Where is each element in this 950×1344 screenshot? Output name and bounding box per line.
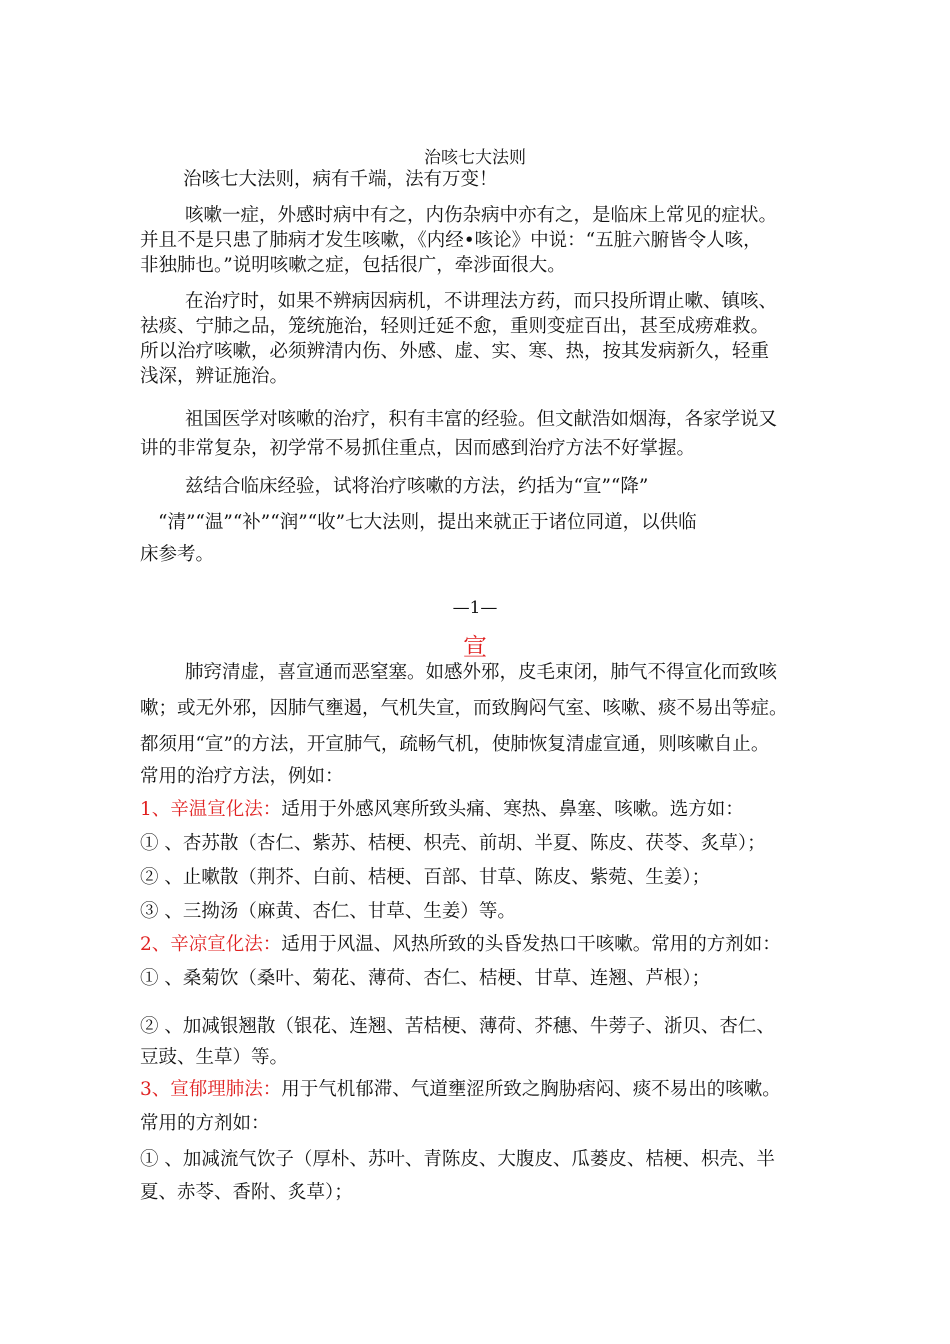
page-number: —1— <box>452 598 498 618</box>
summary-line: 床参考。 <box>140 544 215 565</box>
method-label: 2、辛凉宣化法： <box>140 934 282 955</box>
method-desc: 用于气机郁滞、气道壅涩所致之胸胁痞闷、痰不易出的咳嗽。 <box>281 1079 781 1100</box>
treatment-line: 祛痰、宁肺之品，笼统施治，轻则迁延不愈，重则变症百出，甚至成痨难救。 <box>140 316 770 337</box>
treatment-line: 所以治疗咳嗽，必须辨清内伤、外感、虚、实、寒、热，按其发病新久，轻重 <box>140 341 770 362</box>
treatment-line: 在治疗时，如果不辨病因病机，不讲理法方药，而只投所谓止嗽、镇咳、 <box>185 291 778 312</box>
intro-line: 并且不是只患了肺病才发生咳嗽，《内经•咳论》中说：“五脏六腑皆令人咳， <box>140 230 762 251</box>
formula-item: ① 、加减流气饮子（厚朴、苏叶、青陈皮、大腹皮、瓜蒌皮、桔梗、枳壳、半 <box>140 1149 775 1170</box>
formula-item: 夏、赤苓、香附、炙草）； <box>140 1182 353 1203</box>
method-desc: 适用于外感风寒所致头痛、寒热、鼻塞、咳嗽。选方如： <box>281 799 744 820</box>
formula-item: ① 、杏苏散（杏仁、紫苏、桔梗、枳壳、前胡、半夏、陈皮、茯苓、炙草）； <box>140 833 766 854</box>
intro-line: 咳嗽一症，外感时病中有之，内伤杂病中亦有之，是临床上常见的症状。 <box>185 205 778 226</box>
formula-item: ③ 、三拗汤（麻黄、杏仁、甘草、生姜）等。 <box>140 901 516 922</box>
intro-line: 非独肺也。”说明咳嗽之症，包括很广，牵涉面很大。 <box>140 255 566 276</box>
section-intro-line: 常用的治疗方法，例如： <box>140 766 344 787</box>
method-heading <box>140 798 744 822</box>
method-desc: 适用于风温、风热所致的头昏发热口干咳嗽。常用的方剂如： <box>281 934 781 955</box>
method-label: 3、宣郁理肺法： <box>140 1079 282 1100</box>
summary-line: “清”“温”“补”“润”“收”七大法则，提出来就正于诸位同道，以供临 <box>158 512 697 533</box>
document-title: 治咳七大法则 <box>424 148 526 168</box>
method-label: 1、辛温宣化法： <box>140 799 282 820</box>
formula-item: 豆豉、生草）等。 <box>140 1047 289 1068</box>
summary-line: 兹结合临床经验，试将治疗咳嗽的方法，约括为“宣”“降” <box>185 476 649 497</box>
section-intro-line: 都须用“宣”的方法，开宣肺气，疏畅气机，使肺恢复清虚宣通，则咳嗽自止。 <box>140 734 770 755</box>
method-heading <box>140 1078 781 1102</box>
method-desc-cont: 常用的方剂如： <box>140 1113 270 1134</box>
formula-item: ② 、加减银翘散（银花、连翘、苦桔梗、薄荷、芥穗、牛蒡子、浙贝、杏仁、 <box>140 1016 775 1037</box>
subtitle: 治咳七大法则，病有千端，法有万变！ <box>183 169 498 190</box>
heritage-line: 祖国医学对咳嗽的治疗，积有丰富的经验。但文献浩如烟海，各家学说又 <box>185 409 778 430</box>
treatment-line: 浅深，辨证施治。 <box>140 366 289 387</box>
formula-item: ① 、桑菊饮（桑叶、菊花、薄荷、杏仁、桔梗、甘草、连翘、芦根）； <box>140 968 711 989</box>
section-intro-line: 肺窍清虚，喜宣通而恶窒塞。如感外邪，皮毛束闭，肺气不得宣化而致咳 <box>185 662 778 683</box>
section-title: 宣 <box>463 633 487 661</box>
formula-item: ② 、止嗽散（荆芥、白前、桔梗、百部、甘草、陈皮、紫菀、生姜）； <box>140 867 711 888</box>
heritage-line: 讲的非常复杂，初学常不易抓住重点，因而感到治疗方法不好掌握。 <box>140 438 696 459</box>
method-heading <box>140 933 781 957</box>
section-intro-line: 嗽；或无外邪，因肺气壅遏，气机失宣，而致胸闷气室、咳嗽、痰不易出等症。 <box>140 698 788 719</box>
